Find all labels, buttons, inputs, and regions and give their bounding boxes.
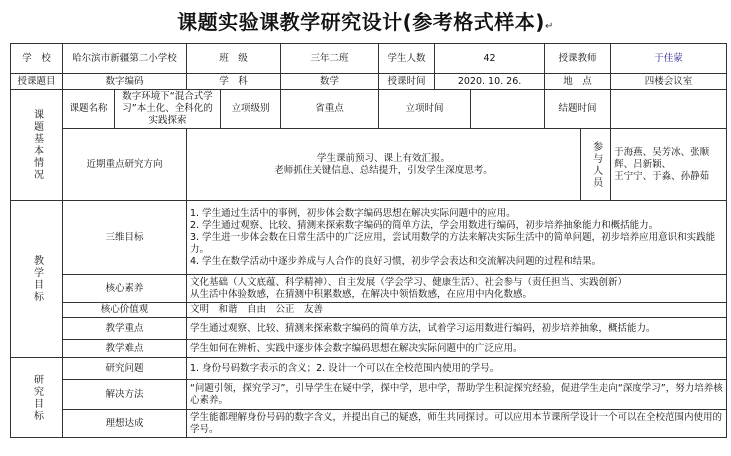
paragraph-mark: ↵	[544, 21, 554, 32]
project-name-label: 课题名称	[63, 90, 115, 129]
table-row-difficulty	[11, 340, 727, 358]
members-line-1: 于海燕、吴芳冰、张顺辉、吕新颖、	[614, 146, 710, 170]
goal-item-3: 3. 学生进一步体会数在日常生活中的广泛应用，尝试用数学的方法来解决实际生活中的简单问题，初步培养应用意识和实践能力。	[190, 231, 716, 255]
section-basic-info: 课题基本情况	[11, 90, 63, 201]
table-row-school	[11, 44, 727, 74]
place-value: 四楼会议室	[611, 74, 727, 90]
school-value: 哈尔滨市新疆第二小学校	[63, 44, 187, 74]
table-row-achieve	[11, 410, 727, 438]
end-label: 结题时间	[545, 90, 611, 129]
class-label: 班 级	[187, 44, 281, 74]
table-row-project-name	[11, 90, 727, 129]
level-value: 省重点	[281, 90, 379, 129]
teacher-label: 授课教师	[545, 44, 611, 74]
approve-value	[471, 90, 545, 129]
page-title	[0, 6, 731, 35]
approve-label: 立项时间	[379, 90, 471, 129]
key-content: 学生通过观察、比较、猜测来探索数字编码的简单方法，试着学习运用数进行编码，初步培养抽象，概括能力。	[187, 318, 727, 340]
goal-item-2: 2. 学生通过观察、比较、猜测来探索数字编码的简单方法，学会用数进行编码，初步培养抽象能力和概括能力。	[190, 219, 659, 231]
problem-content: 1. 身份号码数字表示的含义；2. 设计一个可以在全校范围内使用的学号。	[187, 358, 727, 380]
core-content	[187, 275, 727, 303]
title-text: 课题实验课教学研究设计(参考格式样本)	[177, 10, 545, 34]
subject-label: 学 科	[187, 74, 281, 90]
section-teaching-goals: 教学目标	[11, 201, 63, 358]
school-label: 学 校	[11, 44, 63, 74]
topic-value: 数字编码	[63, 74, 187, 90]
table-row-problem	[11, 358, 727, 380]
members-content	[611, 129, 727, 201]
three-goals-label: 三维目标	[63, 201, 187, 275]
time-label: 授课时间	[379, 74, 435, 90]
table-row-focus	[11, 129, 727, 201]
three-goals-content	[187, 201, 727, 275]
members-line-2: 王宁宁、于淼、孙静茹	[614, 170, 710, 182]
section-research-goals: 研究目标	[11, 358, 63, 438]
place-label: 地 点	[545, 74, 611, 90]
achieve-label: 理想达成	[63, 410, 187, 438]
table-row-core	[11, 275, 727, 303]
values-content: 文明 和谐 自由 公正 友善	[187, 303, 727, 318]
goal-item-4: 4. 学生在数学活动中逐步养成与人合作的良好习惯，初步学会表达和交流解决问题的过程和结果。	[190, 255, 602, 267]
members-label: 参与人员	[581, 129, 611, 201]
table-row-method	[11, 380, 727, 410]
subject-value: 数学	[281, 74, 379, 90]
table-row-key	[11, 318, 727, 340]
students-label: 学生人数	[379, 44, 435, 74]
method-label: 解决方法	[63, 380, 187, 410]
core-label: 核心素养	[63, 275, 187, 303]
end-value	[611, 90, 727, 129]
core-line-1: 文化基础（人文底蕴、科学精神）、自主发展（学会学习、健康生活）、社会参与（责任担当、实践创新）	[190, 276, 628, 288]
project-name-value: 数字环境下“混合式学习”本土化、全科化的实践探索	[115, 90, 221, 129]
class-value: 三年二班	[281, 44, 379, 74]
achieve-content: 学生能都理解身份号码的数字含义，并提出自己的疑惑，师生共同探讨。可以应用本节课所学设计一个可以在全校范围内使用的学号。	[187, 410, 727, 438]
focus-line-2: 老师抓住关键信息、总结提升，引发学生深度思考。	[274, 164, 493, 176]
key-label: 教学重点	[63, 318, 187, 340]
topic-label: 授课题目	[11, 74, 63, 90]
core-line-2: 从生活中体验数感，在猜测中积累数感，在解决中领悟数感，在应用中内化数感。	[190, 288, 533, 300]
difficulty-content: 学生如何在辨析、实践中逐步体会数字编码思想在解决实际问题中的广泛应用。	[187, 340, 727, 358]
values-label: 核心价值观	[63, 303, 187, 318]
problem-label: 研究问题	[63, 358, 187, 380]
table-row-values	[11, 303, 727, 318]
focus-content	[187, 129, 581, 201]
goal-item-1: 1. 学生通过生活中的事例，初步体会数字编码思想在解决实际问题中的应用。	[190, 207, 516, 219]
focus-label: 近期重点研究方向	[63, 129, 187, 201]
teacher-value: 于佳蒙	[611, 44, 727, 74]
students-value: 42	[435, 44, 545, 74]
design-table	[10, 43, 727, 438]
level-label: 立项级别	[221, 90, 281, 129]
table-row-topic	[11, 74, 727, 90]
time-value: 2020. 10. 26.	[435, 74, 545, 90]
focus-line-1: 学生课前预习、课上有效汇报。	[317, 152, 451, 164]
table-row-three-goals	[11, 201, 727, 275]
difficulty-label: 教学难点	[63, 340, 187, 358]
method-content: “问题引领，探究学习”，引导学生在疑中学，探中学，思中学，帮助学生积淀探究经验，促进学生走向“深度学习”，努力培养核心素养。	[187, 380, 727, 410]
